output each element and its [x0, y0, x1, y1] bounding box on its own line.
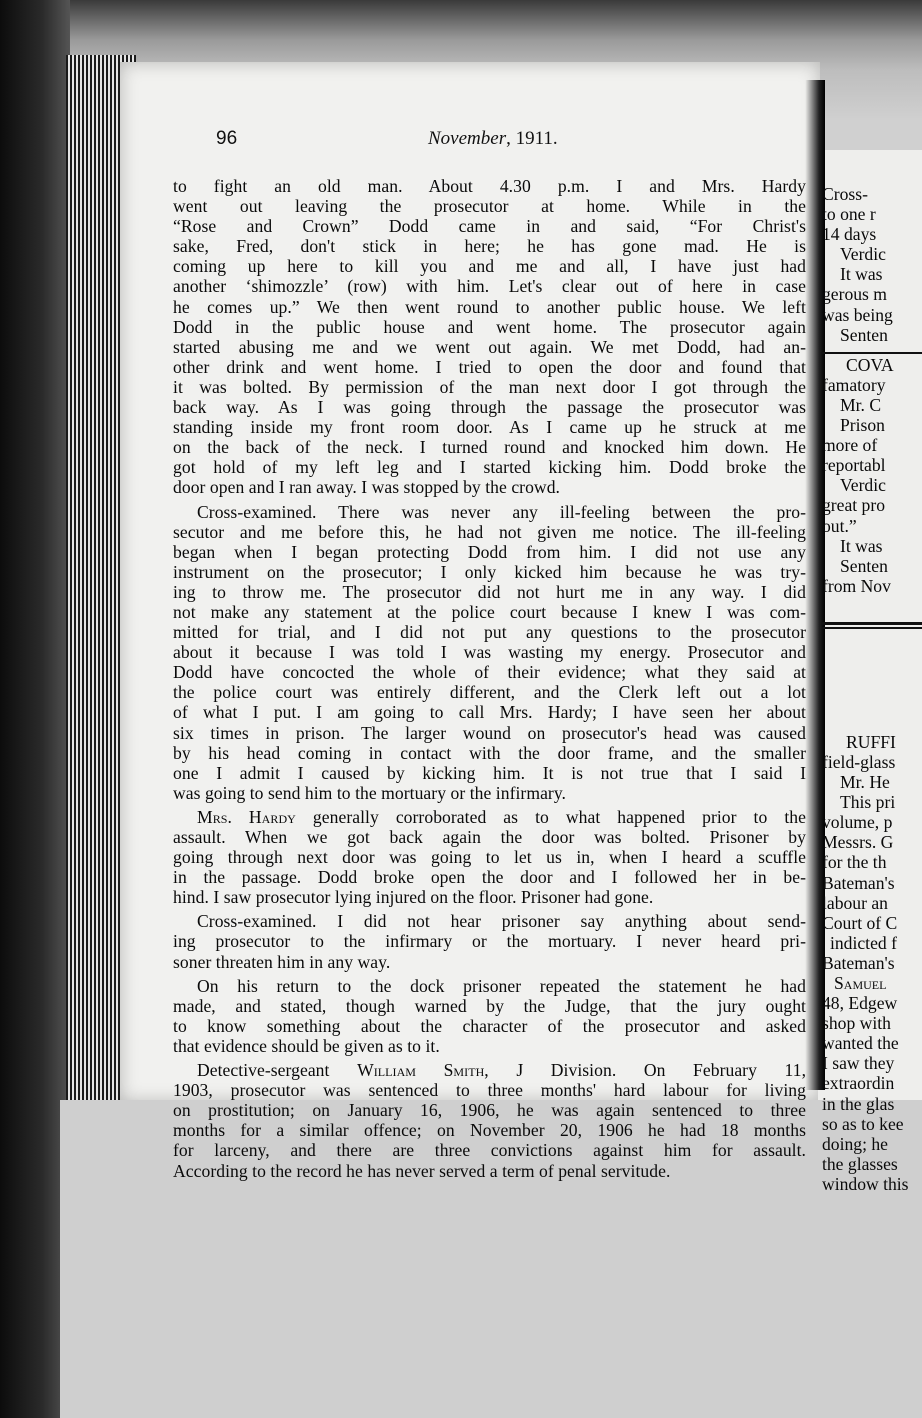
right-page-line: Bateman's — [822, 952, 895, 973]
text-line: that evidence should be given as to it. — [173, 1035, 440, 1056]
right-page-line: Court of C — [822, 912, 898, 933]
right-page-line: This pri — [840, 792, 896, 813]
text-line: by his head coming in contact with the door frame, and the smaller — [173, 742, 806, 763]
right-page-line: Verdic — [840, 244, 886, 265]
text-line — [173, 1060, 806, 1080]
text-line: 1903, prosecutor was sentenced to three months' hard labour for living — [173, 1080, 806, 1101]
text-line: On his return to the dock prisoner repeated the statement he had — [197, 975, 806, 996]
text-line: going through next door was going to let us in, when I heard a scuffle — [173, 847, 806, 868]
page-number: 96 — [216, 128, 238, 149]
text-line: “Rose and Crown” Dodd came in and said, “For Christ's — [173, 216, 806, 237]
running-head-year: , 1911. — [506, 128, 558, 149]
text-line: it was bolted. By permission of the man next door I got through the — [173, 376, 806, 397]
right-page-line: Cross- — [822, 184, 868, 204]
text-line: According to the record he has never served a term of penal servitude. — [173, 1160, 671, 1181]
text-line: on the back of the neck. I turned round and knocked him down. He — [173, 437, 806, 458]
right-page-line: so as to kee — [822, 1113, 904, 1134]
right-page-line: more of — [822, 435, 878, 456]
right-page-text — [822, 180, 922, 1194]
right-page-line: Mr. C — [840, 394, 882, 415]
right-page-line: COVA — [846, 354, 894, 375]
right-page-line: in the glas — [822, 1093, 895, 1114]
text-line-rest: , J Division. On February 11, — [484, 1060, 807, 1081]
text-line: one I admit I caused by kicking him. It is not true that I said I — [173, 762, 806, 783]
right-page-line: shop with — [822, 1013, 891, 1034]
text-line: to fight an old man. About 4.30 p.m. I and Mrs. Hardy — [173, 176, 806, 196]
right-page-line: 14 days — [822, 224, 877, 245]
text-line: ing prosecutor to the infirmary or the mortuary. I never heard pri- — [173, 931, 806, 952]
text-line: assault. When we got back again the door was bolted. Prisoner by — [173, 827, 806, 847]
right-page-line: RUFFI — [846, 731, 896, 752]
right-page-line: It was — [840, 535, 883, 556]
text-line: to know something about the character of the prosecutor and asked — [173, 1015, 806, 1036]
running-head-month: November — [428, 128, 507, 149]
text-line: months for a similar offence; on November 20, 1906 he had 18 months — [173, 1120, 806, 1141]
right-page-line: Bateman's — [822, 872, 895, 893]
text-line: back way. As I was going through the passage the prosecutor was — [173, 397, 806, 418]
text-line: was going to send him to the mortuary or the infirmary. — [173, 782, 566, 803]
right-page-line: labour an — [822, 892, 888, 913]
text-line: not make any statement at the police court because I knew I was com- — [173, 601, 806, 622]
text-line: ing to throw me. The prosecutor did not hurt me in any way. I did — [173, 581, 806, 602]
page-body-text — [173, 176, 806, 1181]
text-line: Cross-examined. There was never any ill-feeling between the pro- — [197, 501, 806, 522]
text-line: Dodd in the public house and went home. The prosecutor again — [173, 316, 806, 337]
right-page-line: for the th — [822, 852, 887, 873]
text-line-rest: generally corroborated as to what happened prior to the — [312, 806, 806, 827]
text-line: got hold of my left leg and I started kicking him. Dodd broke the — [173, 457, 806, 478]
text-line: started abusing me and we went out again. We met Dodd, had an- — [173, 336, 806, 357]
text-line: made, and stated, though warned by the Judge, that the jury ought — [173, 995, 806, 1016]
text-line — [173, 807, 806, 827]
text-line: hind. I saw prosecutor lying injured on the floor. Prisoner had gone. — [173, 887, 654, 908]
text-line: instrument on the prosecutor; I only kicked him because he was try- — [173, 561, 806, 582]
text-line: secutor and me before this, he had not given me notice. The ill-feeling — [173, 521, 806, 542]
section-rule — [822, 352, 922, 354]
section-rule-double — [822, 622, 922, 625]
running-head-date — [428, 128, 558, 150]
right-page-line: out.” — [822, 515, 857, 536]
right-page-line: wanted the — [822, 1033, 899, 1054]
text-line: of what I put. I am going to call Mrs. Hardy; I have seen her about — [173, 702, 806, 723]
right-page-line: indicted f — [830, 932, 897, 953]
text-line: door open and I ran away. I was stopped by the crowd. — [173, 477, 560, 498]
right-page-line: from Nov — [822, 575, 891, 596]
text-line: standing inside my front room door. As I came up he struck at me — [173, 417, 806, 438]
text-line: about it because I was told I was wasting my energy. Prosecutor and — [173, 642, 806, 663]
right-page-line: famatory — [822, 374, 886, 395]
right-page-line: Senten — [840, 324, 888, 345]
text-line: other drink and went home. I tried to open the door and found that — [173, 356, 806, 377]
text-line: coming up here to kill you and me and all, I have just had — [173, 256, 806, 277]
text-line: on prostitution; on January 16, 1906, he was again sentenced to three — [173, 1100, 806, 1121]
text-line: sake, Fred, don't stick in here; he has gone mad. He is — [173, 236, 806, 257]
text-line: for larceny, and there are three convictions against him for assault. — [173, 1140, 806, 1161]
right-page-line: Verdic — [840, 475, 886, 496]
right-page-line: great pro — [822, 495, 886, 516]
right-page-line: was being — [822, 304, 893, 325]
text-line: the police court was entirely different, and the Clerk left out a lot — [173, 682, 806, 703]
section-rule-double — [822, 627, 922, 629]
text-line: another ‘shimozzle’ (row) with him. Let's clear out of here in case — [173, 276, 806, 297]
text-line: mitted for trial, and I did not put any questions to the prosecutor — [173, 622, 806, 643]
right-page-line: It was — [840, 264, 883, 285]
text-line: he comes up.” We then went round to another public house. We left — [173, 296, 806, 317]
right-page-line: doing; he — [822, 1133, 888, 1154]
right-page-line: 48, Edgew — [822, 993, 898, 1014]
right-page-line: gerous m — [822, 284, 887, 305]
text-line-start: Detective-sergeant — [197, 1060, 330, 1081]
text-line: Dodd have concocted the whole of their evidence; what they said at — [173, 662, 806, 683]
text-line: six times in prison. The larger wound on prosecutor's head was caused — [173, 722, 806, 743]
speaker-name: Mrs. Hardy — [197, 806, 296, 827]
text-line: in the passage. Dodd broke open the door and I followed her in be- — [173, 867, 806, 888]
text-line: soner threaten him in any way. — [173, 951, 391, 972]
right-page-line: Mr. He — [840, 772, 890, 793]
right-page-line: extraordin — [822, 1073, 895, 1094]
right-page-line: Senten — [840, 555, 888, 576]
right-page-line: I saw they — [822, 1053, 895, 1074]
right-page-line: Messrs. G — [822, 832, 894, 853]
text-line: Cross-examined. I did not hear prisoner say anything about send- — [197, 911, 806, 932]
right-page-line: Samuel — [834, 973, 887, 993]
right-page-line: the glasses — [822, 1153, 898, 1174]
right-page-line: volume, p — [822, 812, 893, 833]
right-page-line: Prison — [840, 415, 885, 436]
right-page-line: to one r — [822, 204, 876, 225]
right-page-line: reportabl — [822, 455, 886, 476]
text-line: began when I began protecting Dodd from him. I did not use any — [173, 541, 806, 562]
text-line: went out leaving the prosecutor at home. While in the — [173, 196, 806, 217]
right-page-line: field-glass — [822, 751, 896, 772]
page-header — [216, 128, 776, 158]
witness-name: William Smith — [357, 1060, 485, 1081]
right-page-line: window this — [822, 1173, 909, 1194]
